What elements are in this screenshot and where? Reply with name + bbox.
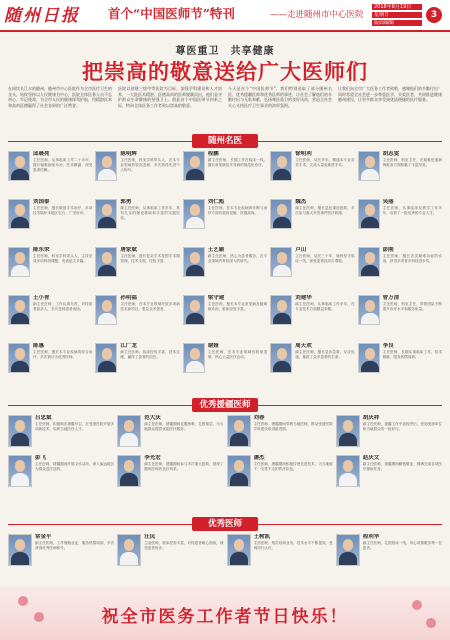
doctor-bio: 主任医师，从事临床及教学工作多年，培养了一批优秀的专业人才。 [382, 206, 442, 215]
portrait-head [190, 300, 200, 312]
section-banner-excellent-doctors [8, 517, 442, 531]
portrait-head [102, 348, 112, 360]
doctor-bio: 副主任医师，工作认真负责，对待患者如亲人，多次受到患者表扬。 [33, 302, 93, 311]
portrait-head [365, 252, 375, 264]
doctor-profile-card [183, 247, 267, 293]
doctor-name: 徐明利 [295, 151, 312, 157]
doctor-profile-card [95, 247, 179, 293]
portrait-head [277, 156, 287, 168]
doctor-name: 陈明辉 [120, 151, 137, 157]
doctor-info [363, 415, 442, 453]
doctor-profile-card [270, 343, 354, 389]
doctor-bio: 主任医师，从医多年，精通本专业各类手术，完成大量高难度手术。 [295, 158, 355, 167]
doctor-bio: 主任医师，科室学科带头人，在本专业领域有较高造诣，多次获得先进个人称号。 [120, 158, 180, 172]
doctor-info [144, 455, 223, 493]
doctor-name: 彭刚 [382, 247, 394, 253]
doctor-name: 王树凯 [253, 534, 271, 540]
doctor-profile-card [8, 247, 92, 293]
intro-text [8, 86, 442, 130]
portrait-body [11, 552, 29, 566]
portrait-head [15, 252, 25, 264]
portrait-head [124, 539, 134, 551]
portrait-body [361, 217, 379, 229]
doctor-portrait [336, 415, 360, 447]
masthead [0, 0, 450, 32]
doctor-bio: 主任医师，援疆期间带教当地医师，推动受援医院学科建设取得新进展。 [253, 422, 333, 431]
doctor-name: 李良 [382, 343, 394, 349]
doctor-name: 陈东荣 [33, 247, 50, 253]
doctor-info [363, 455, 442, 493]
doctor-profile-card [336, 534, 442, 572]
doctor-name: 刘建华 [295, 295, 312, 301]
portrait-body [186, 217, 204, 229]
doctor-name: 吴丽 [382, 199, 394, 205]
portrait-head [190, 204, 200, 216]
doctor-name: 潘杰 [253, 455, 265, 461]
headline: 把崇高的敬意送给广大医师们 [82, 59, 368, 84]
portrait-body [273, 313, 291, 325]
doctor-info [33, 295, 92, 341]
portrait-body [361, 313, 379, 325]
doctor-info [254, 455, 333, 493]
doctor-info [208, 151, 267, 197]
portrait-head [15, 539, 25, 551]
portrait-body [186, 361, 204, 373]
portrait-head [15, 460, 25, 472]
doctor-bio: 副主任医师，援疆工作中表现突出，受到受援单位和当地群众的一致好评。 [362, 422, 442, 431]
portrait-body [273, 361, 291, 373]
portrait-body [186, 169, 204, 181]
doctor-info [33, 343, 92, 389]
divider [258, 141, 442, 142]
doctor-portrait [8, 415, 32, 447]
portrait-body [11, 361, 29, 373]
doctor-portrait [8, 199, 30, 229]
doctor-bio: 主治医师，临床经验丰富，对待患者耐心细致，深受患者好评。 [144, 541, 224, 550]
intro-column: 让我们向全市广大医务工作者致敬，感谢他们的辛勤付出！同时希望全社会进一步尊重医学、关爱医者，共同推进健康随州建设，让更多群众享受到优质便捷的医疗服务。 [338, 86, 442, 103]
doctor-name: 汪民 [144, 534, 156, 540]
doctor-info [35, 415, 114, 453]
doctor-portrait [183, 247, 205, 277]
doctor-name: 程鹏 [207, 151, 219, 157]
portrait-head [190, 348, 200, 360]
doctor-portrait [95, 151, 117, 181]
doctor-bio: 主任医师，擅长微创手术治疗，多项技术填补本地区空白，广受好评。 [33, 206, 93, 215]
doctor-portrait [8, 295, 30, 325]
doctor-portrait [227, 415, 251, 447]
doctor-grid-excellent [8, 534, 442, 572]
doctor-name: 曾万清 [382, 295, 400, 301]
doctor-profile-card [8, 415, 114, 453]
portrait-head [234, 539, 244, 551]
section-banner-xinjiang-aid [8, 398, 442, 412]
doctor-portrait [358, 343, 380, 373]
doctor-profile-card [358, 295, 442, 341]
portrait-head [124, 460, 134, 472]
doctor-info [295, 295, 354, 341]
portrait-head [277, 348, 287, 360]
issue-weekday: 星期日 [372, 12, 422, 18]
portrait-body [11, 473, 29, 487]
divider [258, 524, 442, 525]
footer-banner [0, 586, 450, 640]
doctor-info [383, 247, 442, 293]
doctor-portrait [183, 343, 205, 373]
portrait-body [11, 433, 29, 447]
portrait-head [102, 300, 112, 312]
doctor-name: 郭勇 [120, 199, 132, 205]
portrait-head [15, 204, 25, 216]
doctor-info [120, 295, 179, 341]
doctor-info [295, 199, 354, 245]
doctor-profile-card [270, 199, 354, 245]
doctor-profile-card [270, 295, 354, 341]
section-title: 优秀援疆医师 [192, 398, 258, 412]
doctor-profile-card [8, 455, 114, 493]
doctor-profile-card [183, 199, 267, 245]
doctor-portrait [358, 199, 380, 229]
doctor-bio: 主任医师，科室学科带头人，主持完成多项科研课题，发表论文多篇。 [33, 254, 93, 263]
doctor-info [208, 199, 267, 245]
doctor-portrait [358, 151, 380, 181]
portrait-head [343, 460, 353, 472]
doctor-name: 李光宏 [144, 455, 161, 461]
portrait-body [98, 313, 116, 325]
doctor-info [35, 534, 114, 572]
portrait-head [365, 300, 375, 312]
doctor-profile-card [95, 343, 179, 389]
doctor-portrait [8, 247, 30, 277]
doctor-profile-card [358, 343, 442, 389]
doctor-profile-card [95, 199, 179, 245]
issue-meta [372, 4, 422, 28]
doctor-portrait [183, 295, 205, 325]
doctor-portrait [270, 343, 292, 373]
portrait-head [124, 420, 134, 432]
doctor-name: 吕忠斌 [35, 415, 52, 421]
doctor-profile-card [183, 295, 267, 341]
doctor-profile-card [227, 455, 333, 493]
portrait-body [98, 361, 116, 373]
doctor-info [208, 343, 267, 389]
doctor-bio: 主任医师，擅长各类疑难杂症的诊治，获得多项省市科技进步奖。 [382, 254, 442, 263]
doctor-portrait [270, 151, 292, 181]
portrait-head [365, 204, 375, 216]
doctor-bio: 副主任医师，工作兢兢业业，服务热情周到，多次获得优秀医师称号。 [35, 541, 115, 550]
portrait-body [339, 433, 357, 447]
portrait-body [361, 169, 379, 181]
doctor-portrait [227, 455, 251, 487]
doctor-portrait [183, 199, 205, 229]
doctor-info [295, 151, 354, 197]
doctor-profile-card [270, 247, 354, 293]
portrait-body [11, 313, 29, 325]
doctor-portrait [270, 247, 292, 277]
portrait-head [343, 420, 353, 432]
section-banner-famous-doctors [8, 134, 442, 148]
newspaper-logo: 随州日报 [4, 6, 80, 26]
doctor-grid-xinjiang-aid [8, 415, 442, 493]
doctor-bio: 主任医师，擅长本专业疾病的综合治疗，多次被评为优秀医师。 [33, 350, 93, 359]
doctor-bio: 副主任医师，从事临床工作多年，具有扎实的理论基础和丰富的实践经验。 [120, 206, 180, 220]
doctor-portrait [8, 534, 32, 566]
doctor-name: 谢娅 [207, 343, 219, 349]
portrait-head [190, 156, 200, 168]
doctor-profile-card [117, 455, 223, 493]
doctor-portrait [8, 455, 32, 487]
doctor-profile-card [336, 455, 442, 493]
doctor-info [363, 534, 442, 572]
portrait-body [361, 265, 379, 277]
doctor-profile-card [8, 534, 114, 572]
doctor-info [208, 295, 267, 341]
portrait-body [273, 265, 291, 277]
doctor-profile-card [8, 199, 92, 245]
doctor-profile-card [270, 151, 354, 197]
doctor-info [144, 534, 223, 572]
divider [8, 524, 192, 525]
doctor-bio: 副主任医师，援疆期间参与多次重大抢救，展现了随州医师的良好风采。 [144, 462, 224, 471]
doctor-portrait [336, 455, 360, 487]
divider [8, 141, 192, 142]
portrait-body [120, 552, 138, 566]
doctor-bio: 主任医师，积极响应援疆号召，在受援医院开展多项新技术，培养当地医疗人才。 [35, 422, 115, 431]
doctor-info [120, 343, 179, 389]
portrait-head [15, 156, 25, 168]
doctor-bio: 主治医师，刻苦钻研业务，技术水平不断提高，受到同行认可。 [253, 541, 333, 550]
special-issue-title: 首个“中国医师节”特刊 [108, 6, 235, 21]
doctor-bio: 主任医师，援疆期间积极传授先进技术，为当地留下一支带不走的医疗队伍。 [253, 462, 333, 471]
doctor-bio: 主任医师，擅长复杂手术及围手术期管理，技术全面，经验丰富。 [120, 254, 180, 263]
doctor-bio: 副主任医师，长期工作在临床一线，擅长常见病及多发病的规范化诊疗。 [207, 158, 268, 167]
portrait-head [365, 156, 375, 168]
portrait-body [11, 169, 29, 181]
portrait-body [230, 433, 248, 447]
doctor-portrait [95, 199, 117, 229]
doctor-profile-card [8, 295, 92, 341]
doctor-info [383, 343, 442, 389]
doctor-name: 王小青 [33, 295, 50, 301]
doctor-name: 范大庆 [144, 415, 161, 421]
doctor-profile-card [117, 534, 223, 572]
doctor-bio: 主任医师，从事临床工作二十余年，擅长疑难病症诊治，医术精湛，深受患者信赖。 [33, 158, 93, 172]
doctor-name: 刘仁彪 [207, 199, 225, 205]
doctor-bio: 主任医师，从医三十年，始终坚守临床一线，深受患者及同行尊敬。 [295, 254, 355, 263]
doctor-bio: 副主任医师，擅长急诊急救，反应迅速，挽救了众多患者的生命。 [295, 350, 355, 359]
doctor-info [254, 415, 333, 453]
doctor-name: 胡庆祥 [362, 415, 380, 421]
divider [258, 405, 442, 406]
doctor-portrait [336, 534, 360, 566]
doctor-profile-card [8, 151, 92, 197]
portrait-head [102, 156, 112, 168]
doctor-name: 邱晨亮 [33, 151, 50, 157]
doctor-profile-card [183, 151, 267, 197]
doctor-name: 唐家斌 [120, 247, 137, 253]
portrait-head [190, 252, 200, 264]
intro-column: 今天是首个“中国医师节”，我们特别选取了部分随州名医、优秀援疆医师和优秀医师的事迹，让社会了解他们的辛勤付出与无私奉献，弘扬尊医重卫的良好风尚，营造全社会关心支持医疗卫生事业的浓厚氛围。 [228, 86, 332, 108]
portrait-body [11, 265, 29, 277]
doctor-info [120, 247, 179, 293]
doctor-bio: 副主任医师，从事临床工作多年，在专业技术方面精益求精。 [295, 302, 355, 311]
portrait-body [339, 552, 357, 566]
issue-editor: 版面编辑 [372, 20, 422, 26]
portrait-head [343, 539, 353, 551]
section-title: 随州名医 [192, 134, 258, 148]
doctor-portrait [117, 455, 141, 487]
portrait-body [120, 473, 138, 487]
doctor-name: 程利华 [362, 534, 380, 540]
doctor-name: 江广龙 [120, 343, 137, 349]
doctor-info [33, 151, 92, 197]
doctor-bio: 副主任医师，擅长急危重症抢救，多次参与重大突发事件医疗救援。 [295, 206, 355, 215]
doctor-bio: 主任医师，在本专业领域开展多项新技术新项目，惠及众多患者。 [120, 302, 180, 311]
doctor-bio: 主任医师，擅长本专业常见病及疑难病诊治，临床经验丰富。 [207, 302, 268, 311]
doctor-bio: 主任医师，在本专业领域有较深造诣，热心公益医疗活动。 [207, 350, 268, 359]
doctor-bio: 主任医师，科室主任，在疑难危重病例救治方面积累了丰富经验。 [382, 158, 442, 167]
portrait-head [365, 348, 375, 360]
portrait-body [230, 552, 248, 566]
intro-column: 在同饮长江水的随州，随州市中心医院作为全市医疗卫生的龙头，始终坚持以人民健康为中心，医院全体医务人员不忘初心、牢记使命，为全市人民的健康保驾护航，用精湛医术和高尚医德赢得了社会各界的广泛赞誉。 [8, 86, 112, 108]
portrait-head [15, 300, 25, 312]
doctor-profile-card [358, 151, 442, 197]
portrait-head [277, 252, 287, 264]
doctor-portrait [117, 534, 141, 566]
issue-date: 2018年8月19日 [372, 4, 422, 10]
doctor-profile-card [8, 343, 92, 389]
portrait-body [98, 265, 116, 277]
doctor-profile-card [227, 534, 333, 572]
portrait-head [277, 300, 287, 312]
doctor-bio: 副主任医师，援疆期间勤勉敬业，圆满完成各项医疗援助任务。 [362, 462, 442, 471]
doctor-name: 陈惠 [33, 343, 45, 349]
portrait-body [273, 169, 291, 181]
doctor-portrait [117, 415, 141, 447]
portrait-body [186, 265, 204, 277]
doctor-name: 刘国泰 [33, 199, 50, 205]
portrait-head [102, 204, 112, 216]
portrait-body [273, 217, 291, 229]
doctor-portrait [183, 151, 205, 181]
portrait-head [15, 348, 25, 360]
portrait-body [230, 473, 248, 487]
page-number-badge: 3 [426, 7, 442, 23]
portrait-head [234, 420, 244, 432]
doctor-portrait [8, 151, 30, 181]
doctor-info [144, 415, 223, 453]
doctor-name: 梁守建 [207, 295, 225, 301]
portrait-head [234, 460, 244, 472]
doctor-info [120, 199, 179, 245]
doctor-bio: 主任医师，援疆期间开展义诊活动，深入偏远地区为群众送医送药。 [35, 462, 115, 471]
portrait-body [186, 313, 204, 325]
doctor-name: 周天欢 [295, 343, 312, 349]
special-issue-subtitle: ——走进随州市中心医院 [270, 10, 364, 20]
doctor-info [254, 534, 333, 572]
doctor-portrait [358, 247, 380, 277]
doctor-info [295, 247, 354, 293]
doctor-bio: 副主任医师，临床经验丰富，技术过硬，赢得了患者的信任。 [120, 350, 180, 359]
doctor-bio: 副主任医师，援疆期间克服困难，扎根基层，为当地群众提供优质医疗服务。 [144, 422, 224, 431]
festival-greeting: 祝全市医务工作者节日快乐！ [101, 607, 349, 627]
doctor-portrait [270, 295, 292, 325]
doctor-info [33, 199, 92, 245]
doctor-info [383, 151, 442, 197]
section-title: 优秀医师 [192, 517, 258, 531]
doctor-portrait [95, 343, 117, 373]
portrait-head [15, 420, 25, 432]
doctor-name: 孙明福 [120, 295, 137, 301]
portrait-body [120, 433, 138, 447]
doctor-profile-card [336, 415, 442, 453]
doctor-portrait [95, 295, 117, 325]
doctor-name: 魏杰 [295, 199, 307, 205]
portrait-body [339, 473, 357, 487]
doctor-name: 刘春 [253, 415, 265, 421]
doctor-name: 卢山 [295, 247, 307, 253]
doctor-name: 王艺颖 [207, 247, 225, 253]
doctor-bio: 副主任医师，扎根临床一线，用心用情服务每一位患者。 [362, 541, 442, 550]
doctor-info [208, 247, 267, 293]
portrait-body [361, 361, 379, 373]
doctor-profile-card [95, 295, 179, 341]
divider [8, 405, 192, 406]
portrait-body [98, 217, 116, 229]
slogan: 尊医重卫 共享健康 [175, 46, 275, 57]
doctor-name: 常金平 [35, 534, 52, 540]
doctor-profile-card [358, 247, 442, 293]
doctor-profile-card [358, 199, 442, 245]
doctor-grid-famous [8, 151, 442, 389]
doctor-info [33, 247, 92, 293]
intro-column: 医院以创建三级甲等医院为目标，加强学科建设和人才培养，一大批医术精湛、医德高尚的医师脱颖而出，他们是守护群众生命健康的坚强卫士。值此首个中国医师节到来之际，特向全体医务工作者致以崇高的敬意。 [118, 86, 222, 108]
doctor-bio: 主任医师，在本专业疾病的诊断与治疗方面有独到见解，医德高尚。 [207, 206, 268, 215]
portrait-head [277, 204, 287, 216]
doctor-profile-card [117, 415, 223, 453]
doctor-bio: 主任医师，科室主任，带领团队不断提升诊疗水平和服务质量。 [382, 302, 442, 311]
doctor-portrait [358, 295, 380, 325]
doctor-portrait [8, 343, 30, 373]
portrait-body [98, 169, 116, 181]
doctor-info [295, 343, 354, 389]
doctor-name: 彭飞 [35, 455, 47, 461]
doctor-profile-card [183, 343, 267, 389]
doctor-name: 赵庆文 [362, 455, 380, 461]
doctor-info [120, 151, 179, 197]
portrait-body [11, 217, 29, 229]
doctor-bio: 副主任医师，热心为患者服务，在专业领域内有较深入的研究。 [207, 254, 268, 263]
portrait-head [102, 252, 112, 264]
doctor-info [383, 295, 442, 341]
doctor-info [383, 199, 442, 245]
doctor-profile-card [95, 151, 179, 197]
doctor-info [35, 455, 114, 493]
doctor-name: 胡志雯 [382, 151, 400, 157]
doctor-profile-card [227, 415, 333, 453]
doctor-portrait [95, 247, 117, 277]
doctor-portrait [227, 534, 251, 566]
doctor-portrait [270, 199, 292, 229]
doctor-bio: 主任医师，长期从事临床工作，技术精湛，服务热情周到。 [382, 350, 442, 359]
